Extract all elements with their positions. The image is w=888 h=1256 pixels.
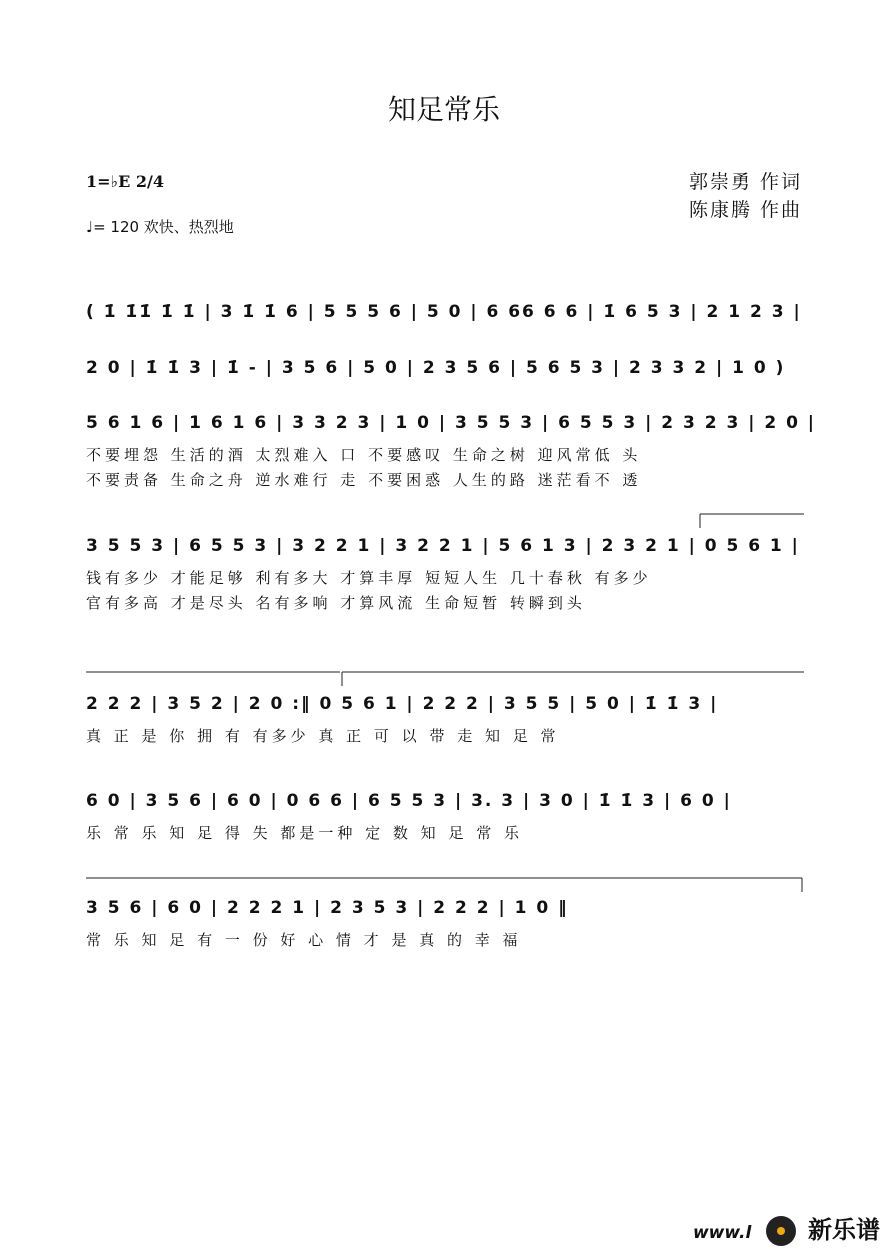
record-icon <box>766 1216 796 1246</box>
notation-row-3: 5 6 1 6 | 1 6 1 6 | 3 3 2 3 | 1 0 | 3 5 5 3 | 6 5 5 3 | 2 3 2 3 | 2 0 | <box>86 413 817 433</box>
notation-row-4: 3 5 5 3 | 6 5 5 3 | 3 2 2 1 | 3 2 2 1 | 5 6 1 3 | 2 3 2 1 | 0 5 6 1 | <box>86 536 800 556</box>
notation-row-1: ( 1̇ 1̇1̇ 1̇ 1̇ | 3 1̇ 1̇ 6 | 5 5 5 6 | 5 0 | 6 66 6 6 | 1̇ 6 5 3 | 2 1 2 3 | <box>86 302 802 322</box>
lyric-row-6: 乐 常 乐 知 足 得 失 都是一种 定 数 知 足 常 乐 <box>86 824 523 842</box>
notation-row-2: 2 0 | 1̇ 1̇ 3 | 1̇ - | 3 5 6 | 5 0 | 2 3 5 6 | 5 6 5 3 | 2 3 3 2 | 1 0 ) <box>86 358 786 378</box>
notation-row-7: 3 5 6 | 6 0 | 2 2 2 1 | 2 3 5 3 | 2 2 2 | 1 0 ‖ <box>86 898 569 918</box>
lyric-row-3a: 不要埋怨 生活的酒 太烈难入 口 不要感叹 生命之树 迎风常低 头 <box>86 446 642 464</box>
lyric-row-4b: 官有多高 才是尽头 名有多响 才算风流 生命短暂 转瞬到头 <box>86 594 586 612</box>
lyric-row-5: 真 正 是 你 拥 有 有多少 真 正 可 以 带 走 知 足 常 <box>86 727 560 745</box>
footer-brand[interactable] <box>693 1210 880 1246</box>
lyric-row-7: 常 乐 知 足 有 一 份 好 心 情 才 是 真 的 幸 福 <box>86 931 522 949</box>
tempo-marking: ♩= 120 欢快、热烈地 <box>86 218 234 236</box>
notation-row-5: 2 2 2 | 3 5 2 | 2 0 :‖ 0 5 6 1 | 2 2 2 | 3 5 5 | 5 0 | 1̇ 1̇ 3 | <box>86 694 719 714</box>
brand-name: 新乐谱 <box>808 1216 880 1244</box>
lyric-row-4a: 钱有多少 才能足够 利有多大 才算丰厚 短短人生 几十春秋 有多少 <box>86 569 652 587</box>
page-title: 知足常乐 <box>387 93 500 126</box>
footer-url[interactable]: www.l <box>692 1223 752 1243</box>
lyricist: 郭崇勇 作词 <box>688 171 802 193</box>
notation-row-6: 6 0 | 3 5 6 | 6 0 | 0 6 6 | 6 5 5 3 | 3. 3 | 3 0 | 1̇ 1̇ 3 | 6 0 | <box>86 791 732 811</box>
lyric-row-3b: 不要责备 生命之舟 逆水难行 走 不要困惑 人生的路 迷茫看不 透 <box>86 471 642 489</box>
key-signature: 1=♭E 2/4 <box>86 172 164 191</box>
composer: 陈康腾 作曲 <box>688 199 802 221</box>
